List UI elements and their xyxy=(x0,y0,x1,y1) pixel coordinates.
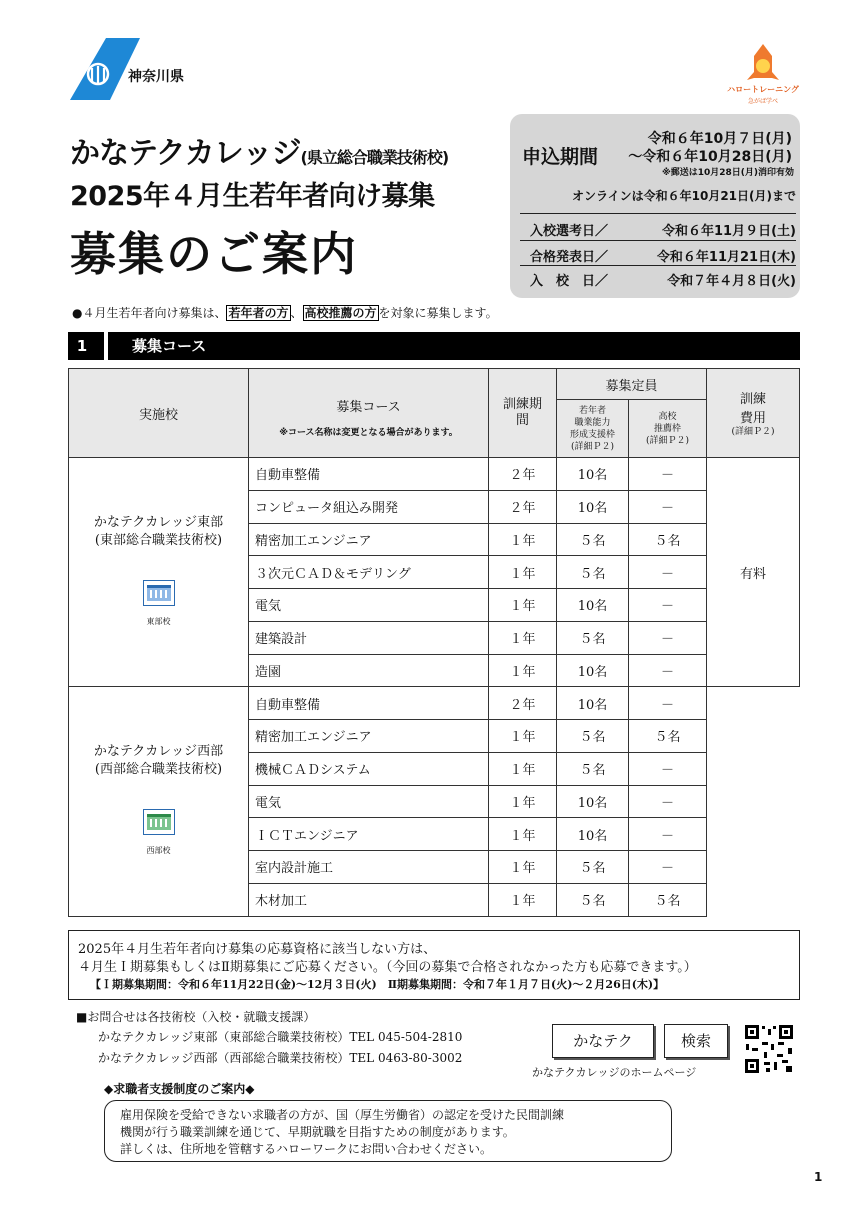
youth-quota: ５名 xyxy=(557,883,629,916)
course-period: １年 xyxy=(489,752,557,785)
highschool-quota: － xyxy=(629,654,707,687)
highschool-quota: － xyxy=(629,458,707,491)
section-title: 募集コース xyxy=(132,337,207,355)
highschool-quota: － xyxy=(629,589,707,622)
header-school: 実施校 xyxy=(69,369,249,458)
youth-quota: ５名 xyxy=(557,752,629,785)
result-date-row xyxy=(530,246,796,265)
youth-quota: ５名 xyxy=(557,621,629,654)
course-name: 自動車整備 xyxy=(249,458,489,491)
header-youth-line4: (詳細Ｐ２) xyxy=(570,441,615,452)
support-heading: ◆求職者支援制度のご案内◆ xyxy=(104,1082,255,1096)
title-school-name: かなテクカレッジ xyxy=(70,136,301,171)
page-number: 1 xyxy=(814,1170,823,1184)
highschool-quota: － xyxy=(629,490,707,523)
header-youth-line1: 若年者 xyxy=(578,405,606,416)
course-name: 精密加工エンジニア xyxy=(249,523,489,556)
contact-heading: ■お問合せは各技術校（入校・就職支援課） xyxy=(76,1010,316,1024)
course-period: １年 xyxy=(489,556,557,589)
header-youth-quota xyxy=(557,400,629,458)
result-date-label: 合格発表日／ xyxy=(530,250,609,265)
highschool-quota: － xyxy=(629,752,707,785)
info-divider xyxy=(520,213,796,214)
header-course xyxy=(249,369,489,458)
course-table xyxy=(68,368,800,917)
youth-quota: 10名 xyxy=(557,654,629,687)
section-header xyxy=(68,332,800,360)
contact-east-school: かなテクカレッジ東部（東部総合職業技術校）TEL 045-504-2810 xyxy=(98,1030,463,1044)
hello-training-logo-text: ハロートレーニング xyxy=(727,85,799,94)
info-divider xyxy=(520,240,796,241)
header-fee-note: (詳細Ｐ２) xyxy=(731,427,775,437)
exam-date-row xyxy=(530,220,796,239)
contact-west-school: かなテクカレッジ西部（西部総合職業技術校）TEL 0463-80-3002 xyxy=(98,1051,463,1065)
highschool-quota: － xyxy=(629,687,707,720)
apply-period-start: 令和６年10月７日(月) xyxy=(647,131,792,147)
notice-line-3: 【Ｉ期募集期間：令和６年11月22日(金)～12月３日(火) Ⅱ期募集期間：令和７年１月７日(火)～２月26日(木)】 xyxy=(90,978,665,991)
notice-line-1: 2025年４月生若年者向け募集の応募資格に該当しない方は、 xyxy=(78,942,437,957)
west-school-badge-label: 西部校 xyxy=(146,845,171,855)
table-row xyxy=(69,687,800,720)
entry-date-label: 入 校 日／ xyxy=(530,274,609,289)
course-name: 造園 xyxy=(249,654,489,687)
youth-quota: 10名 xyxy=(557,490,629,523)
course-name: 建築設計 xyxy=(249,621,489,654)
target-highschool: 高校推薦の方 xyxy=(304,306,377,320)
course-period: １年 xyxy=(489,883,557,916)
west-school-name: かなテクカレッジ西部 xyxy=(93,743,224,759)
course-name: 精密加工エンジニア xyxy=(249,720,489,753)
prefecture-name: 神奈川県 xyxy=(128,69,184,85)
youth-quota: 10名 xyxy=(557,589,629,622)
course-period: １年 xyxy=(489,785,557,818)
support-line-3: 詳しくは、住所地を管轄するハローワークにお問い合わせください。 xyxy=(120,1142,493,1156)
youth-quota: 10名 xyxy=(557,818,629,851)
table-header-row xyxy=(69,369,800,400)
course-name: 電気 xyxy=(249,785,489,818)
header-youth-line3: 形成支援枠 xyxy=(569,429,615,440)
header-fee-line1: 訓練 xyxy=(740,392,767,407)
highschool-quota: － xyxy=(629,818,707,851)
table-row xyxy=(69,458,800,491)
highschool-quota: ５名 xyxy=(629,523,707,556)
east-school-official-name: (東部総合職業技術校) xyxy=(94,532,223,548)
course-name: 木材加工 xyxy=(249,883,489,916)
course-period: １年 xyxy=(489,654,557,687)
title-school-official-name: (県立総合職業技術校) xyxy=(300,148,449,167)
header-youth-line2: 職業能力 xyxy=(574,417,611,428)
exam-date-value: 令和６年11月９日(土) xyxy=(662,224,796,239)
course-name: コンピュータ組込み開発 xyxy=(249,490,489,523)
youth-quota: 10名 xyxy=(557,687,629,720)
homepage-caption: かなテクカレッジのホームページ xyxy=(532,1066,697,1079)
course-period: ２年 xyxy=(489,490,557,523)
west-school-official-name: (西部総合職業技術校) xyxy=(94,761,223,777)
course-period: １年 xyxy=(489,720,557,753)
intro-suffix: を対象に募集します。 xyxy=(378,306,498,320)
info-divider xyxy=(520,265,796,266)
notice-line-2: ４月生Ｉ期募集もしくはⅡ期募集にご応募ください。（今回の募集で合格されなかった方も応募できます。） xyxy=(78,960,697,975)
east-school-name-cell xyxy=(69,458,249,687)
apply-period-end: ～令和６年10月28日(月) xyxy=(628,149,792,165)
east-school-building-icon xyxy=(143,580,175,606)
page-title-main xyxy=(70,128,448,172)
course-name: ３次元ＣＡＤ＆モデリング xyxy=(249,556,489,589)
west-school-name-cell xyxy=(69,687,249,916)
course-name: 電気 xyxy=(249,589,489,622)
header-hs-line3: (詳細Ｐ２) xyxy=(645,435,690,446)
intro-sep: 、 xyxy=(290,306,303,320)
search-term-box[interactable]: かなテク xyxy=(552,1024,654,1058)
postal-deadline-note: ※郵送は10月28日(月)消印有効 xyxy=(661,168,794,178)
intro-prefix: ●４月生若年者向け募集は、 xyxy=(72,306,227,320)
course-name: ＩＣＴエンジニア xyxy=(249,818,489,851)
highschool-quota: ５名 xyxy=(629,883,707,916)
highschool-quota: ５名 xyxy=(629,720,707,753)
page-title-guide: 募集のご案内 xyxy=(70,227,358,281)
header-hs-line1: 高校 xyxy=(658,411,677,422)
west-school-rows xyxy=(69,687,800,916)
youth-quota: 10名 xyxy=(557,785,629,818)
section-number: 1 xyxy=(76,337,88,355)
search-button[interactable]: 検索 xyxy=(664,1024,728,1058)
entry-date-value: 令和７年４月８日(火) xyxy=(667,274,796,289)
course-period: ２年 xyxy=(489,687,557,720)
page-title-recruitment: 2025年４月生若年者向け募集 xyxy=(70,181,435,212)
east-school-badge xyxy=(75,550,242,631)
course-period: １年 xyxy=(489,523,557,556)
course-period: １年 xyxy=(489,589,557,622)
target-youth: 若年者の方 xyxy=(228,306,289,320)
youth-quota: ５名 xyxy=(557,720,629,753)
west-school-building-icon xyxy=(143,809,175,835)
west-school-badge xyxy=(75,779,242,860)
homepage-qr-code-icon[interactable] xyxy=(744,1024,794,1074)
course-name: 室内設計施工 xyxy=(249,851,489,884)
header-course-label: 募集コース xyxy=(336,400,401,415)
entry-date-row xyxy=(530,270,796,289)
apply-period-label: 申込期間 xyxy=(522,146,599,168)
intro-text xyxy=(72,304,498,321)
exam-date-label: 入校選考日／ xyxy=(530,224,609,239)
youth-quota: ５名 xyxy=(557,556,629,589)
result-date-value: 令和６年11月21日(木) xyxy=(656,250,796,265)
support-line-2: 機関が行う職業訓練を通じて、早期就職を目指すための制度があります。 xyxy=(120,1125,515,1139)
hello-training-slogan: 急がば学べ xyxy=(747,98,778,105)
east-school-name: かなテクカレッジ東部 xyxy=(93,514,224,530)
highschool-quota: － xyxy=(629,785,707,818)
header-hs-line2: 推薦枠 xyxy=(654,423,682,434)
highschool-quota: － xyxy=(629,621,707,654)
youth-quota: ５名 xyxy=(557,523,629,556)
header-period: 訓練期間 xyxy=(489,369,557,458)
training-fee: 有料 xyxy=(707,458,800,687)
header-fee-line2: 費用 xyxy=(740,411,767,426)
header-course-note: ※コース名称は変更となる場合があります。 xyxy=(279,428,458,438)
highschool-quota: － xyxy=(629,851,707,884)
section-separator xyxy=(104,332,108,360)
course-name: 機械ＣＡＤシステム xyxy=(249,752,489,785)
online-deadline-note: オンラインは令和６年10月21日(月)まで xyxy=(571,189,796,203)
course-period: ２年 xyxy=(489,458,557,491)
youth-quota: 10名 xyxy=(557,458,629,491)
east-school-rows xyxy=(69,458,800,687)
course-period: １年 xyxy=(489,851,557,884)
east-school-badge-label: 東部校 xyxy=(146,616,171,626)
header-capacity: 募集定員 xyxy=(557,369,707,400)
highschool-quota: － xyxy=(629,556,707,589)
youth-quota: ５名 xyxy=(557,851,629,884)
course-period: １年 xyxy=(489,818,557,851)
support-line-1: 雇用保険を受給できない求職者の方が、国（厚生労働省）の認定を受けた民間訓練 xyxy=(120,1108,565,1122)
header-fee xyxy=(707,369,800,458)
header-highschool-quota xyxy=(629,400,707,458)
course-name: 自動車整備 xyxy=(249,687,489,720)
course-period: １年 xyxy=(489,621,557,654)
